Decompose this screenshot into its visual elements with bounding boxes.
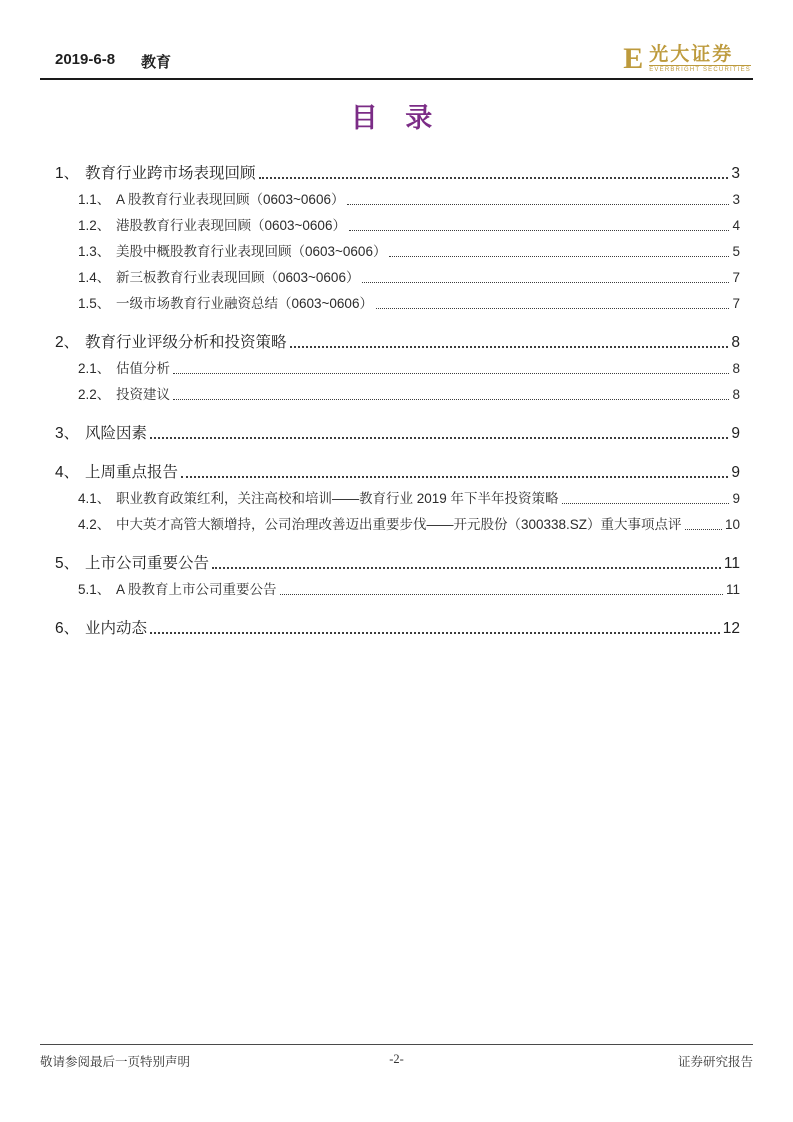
toc-entry-label: 教育行业评级分析和投资策略 [85, 333, 287, 351]
logo-e-icon: E [623, 42, 644, 75]
toc-entry-number: 1.5、 [78, 296, 111, 312]
toc-entry-1-5[interactable] [55, 288, 740, 313]
table-of-contents [55, 144, 740, 638]
toc-entry-label: 上周重点报告 [85, 463, 179, 481]
toc-entry-number: 4.1、 [78, 491, 111, 507]
toc-entry-page: 8 [732, 387, 740, 403]
toc-entry-page: 7 [732, 270, 740, 286]
toc-entry-page: 3 [732, 192, 740, 208]
toc-entry-1-1[interactable] [55, 184, 740, 209]
toc-entry-page: 12 [722, 619, 740, 637]
toc-entry-page: 10 [724, 517, 740, 533]
toc-entry-number: 1.3、 [78, 244, 111, 260]
leader-dots [173, 399, 729, 400]
toc-entry-page: 11 [725, 582, 740, 598]
footer-page-number: -2- [389, 1052, 404, 1066]
everbright-logo [623, 44, 751, 74]
leader-dots [280, 594, 723, 595]
toc-entry-number: 2.2、 [78, 387, 111, 403]
toc-entry-number: 2、 [55, 333, 80, 351]
toc-entry-number: 5.1、 [78, 582, 111, 598]
toc-entry-label: 中大英才高管大额增持，公司治理改善迈出重要步伐——开元股份（300338.SZ）重大事项点评 [116, 517, 682, 533]
leader-dots [562, 503, 730, 504]
toc-entry-page: 4 [732, 218, 740, 234]
report-date: 2019-6-8 [55, 51, 116, 68]
toc-entry-label: 投资建议 [116, 387, 170, 403]
leader-dots [347, 204, 729, 205]
leader-dots [150, 632, 720, 634]
leader-dots [290, 346, 729, 348]
toc-entry-2-1[interactable] [55, 353, 740, 378]
leader-dots [259, 177, 729, 179]
toc-entry-label: 港股教育行业表现回顾（0603~0606） [116, 218, 346, 234]
toc-entry-1-2[interactable] [55, 210, 740, 235]
leader-dots [181, 476, 728, 478]
footer-disclaimer: 敬请参阅最后一页特别声明 [40, 1055, 191, 1069]
leader-dots [349, 230, 730, 231]
leader-dots [212, 567, 721, 569]
toc-entry-number: 4.2、 [78, 517, 111, 533]
toc-entry-1-3[interactable] [55, 236, 740, 261]
toc-entry-label: A 股教育行业表现回顾（0603~0606） [116, 192, 345, 208]
industry-label: 教育 [141, 54, 172, 71]
toc-entry-4-2[interactable] [55, 509, 740, 534]
leader-dots [389, 256, 729, 257]
toc-entry-label: 职业教育政策红利，关注高校和培训——教育行业 2019 年下半年投资策略 [116, 491, 559, 507]
toc-entry-number: 1.4、 [78, 270, 111, 286]
toc-entry-page: 9 [732, 491, 740, 507]
toc-entry-number: 2.1、 [78, 361, 111, 377]
toc-entry-label: 一级市场教育行业融资总结（0603~0606） [116, 296, 373, 312]
logo-name-cn: 光大证券 [649, 43, 734, 65]
toc-entry-page: 11 [723, 554, 740, 572]
leader-dots [685, 529, 722, 530]
toc-entry-page: 9 [731, 463, 740, 481]
toc-entry-page: 9 [731, 424, 740, 442]
toc-entry-number: 6、 [55, 619, 80, 637]
toc-entry-5-1[interactable] [55, 574, 740, 599]
toc-entry-number: 1、 [55, 164, 80, 182]
toc-entry-5[interactable] [55, 546, 740, 573]
logo-name-en: EVERBRIGHT SECURITIES [649, 67, 751, 74]
toc-entry-3[interactable] [55, 416, 740, 443]
toc-entry-number: 1.1、 [78, 192, 111, 208]
toc-entry-page: 8 [732, 361, 740, 377]
leader-dots [376, 308, 730, 309]
toc-entry-label: 风险因素 [85, 424, 148, 442]
toc-entry-label: 估值分析 [116, 361, 170, 377]
toc-entry-4[interactable] [55, 455, 740, 482]
toc-entry-2-2[interactable] [55, 379, 740, 404]
toc-entry-page: 7 [732, 296, 740, 312]
toc-title: 目 录 [350, 103, 443, 133]
toc-entry-label: 业内动态 [85, 619, 148, 637]
toc-entry-4-1[interactable] [55, 483, 740, 508]
toc-entry-page: 3 [731, 164, 740, 182]
toc-entry-number: 4、 [55, 463, 80, 481]
header-meta [55, 51, 171, 72]
toc-entry-1-4[interactable] [55, 262, 740, 287]
toc-entry-page: 8 [731, 333, 740, 351]
toc-entry-page: 5 [732, 244, 740, 260]
footer-report-type: 证券研究报告 [677, 1055, 753, 1069]
page-header [40, 42, 753, 80]
leader-dots [362, 282, 729, 283]
toc-entry-number: 5、 [55, 554, 80, 572]
toc-entry-2[interactable] [55, 325, 740, 352]
toc-entry-label: 美股中概股教育行业表现回顾（0603~0606） [116, 244, 387, 260]
leader-dots [173, 373, 729, 374]
toc-entry-number: 3、 [55, 424, 80, 442]
page-footer [40, 1044, 753, 1070]
toc-entry-number: 1.2、 [78, 218, 111, 234]
toc-entry-label: 教育行业跨市场表现回顾 [85, 164, 256, 182]
toc-entry-1[interactable] [55, 156, 740, 183]
toc-entry-6[interactable] [55, 611, 740, 638]
leader-dots [150, 437, 728, 439]
toc-entry-label: A 股教育上市公司重要公告 [116, 582, 277, 598]
toc-entry-label: 新三板教育行业表现回顾（0603~0606） [116, 270, 360, 286]
toc-entry-label: 上市公司重要公告 [85, 554, 210, 572]
